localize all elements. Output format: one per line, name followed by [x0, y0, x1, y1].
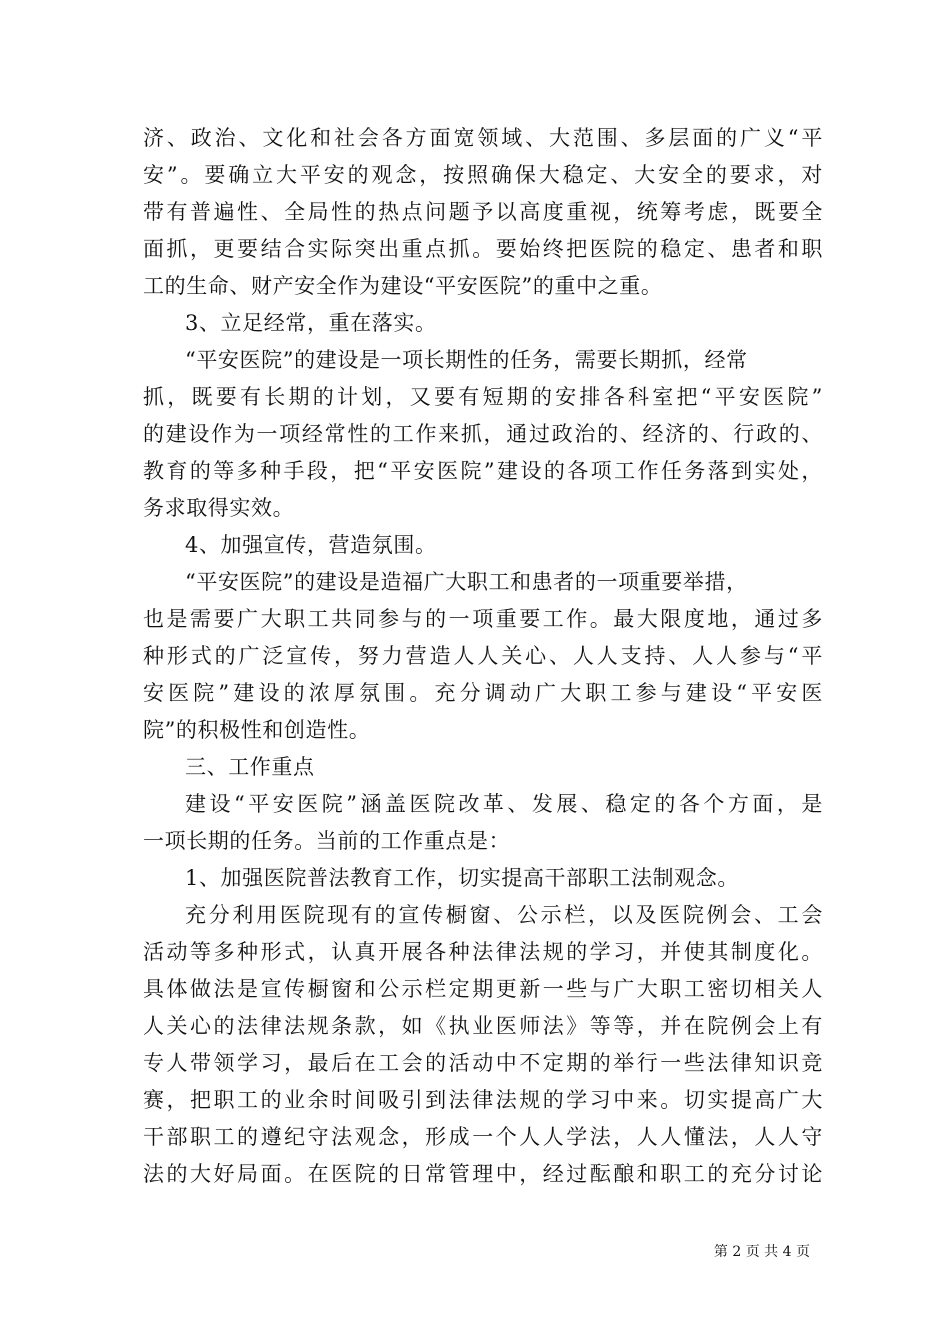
text-line: 活动等多种形式，认真开展各种法律法规的学习，并使其制度化。 [143, 940, 823, 964]
paragraph-first-line: “平安医院”的建设是一项长期性的任务，需要长期抓，经常 [185, 348, 748, 372]
text-line: 务求取得实效。 [143, 496, 295, 520]
text-line: 法的大好局面。在医院的日常管理中，经过酝酿和职工的充分讨论 [143, 1162, 823, 1186]
text-line: 专人带领学习，最后在工会的活动中不定期的举行一些法律知识竞 [143, 1051, 823, 1075]
text-line: 一项长期的任务。当前的工作重点是： [143, 829, 511, 853]
text-line: 干部职工的遵纪守法观念，形成一个人人学法，人人懂法，人人守 [143, 1125, 823, 1149]
text-line: 带有普遍性、全局性的热点问题予以高度重视，统筹考虑，既要全 [143, 200, 823, 224]
text-line: 安医院”建设的浓厚氛围。充分调动广大职工参与建设“平安医 [143, 681, 823, 705]
text-line: 安”。要确立大平安的观念，按照确保大稳定、大安全的要求，对 [143, 163, 823, 187]
text-line: 抓，既要有长期的计划，又要有短期的安排各科室把“平安医院” [143, 385, 823, 409]
section-heading: 3、立足经常，重在落实。 [185, 311, 437, 335]
text-line: 面抓，更要结合实际突出重点抓。要始终把医院的稳定、患者和职 [143, 237, 823, 261]
text-line: 的建设作为一项经常性的工作来抓，通过政治的、经济的、行政的、 [143, 422, 823, 446]
text-line: 也是需要广大职工共同参与的一项重要工作。最大限度地，通过多 [143, 607, 823, 631]
text-line: 教育的等多种手段，把“平安医院”建设的各项工作任务落到实处， [143, 459, 823, 483]
text-line: 济、政治、文化和社会各方面宽领域、大范围、多层面的广义“平 [143, 126, 823, 150]
paragraph-first-line: 建设“平安医院”涵盖医院改革、发展、稳定的各个方面，是 [185, 792, 823, 816]
text-line: 工的生命、财产安全作为建设“平安医院”的重中之重。 [143, 274, 663, 298]
paragraph-first-line: 充分利用医院现有的宣传橱窗、公示栏，以及医院例会、工会 [185, 903, 823, 927]
section-heading: 三、工作重点 [185, 755, 315, 779]
text-line: 赛，把职工的业余时间吸引到法律法规的学习中来。切实提高广大 [143, 1088, 823, 1112]
text-line: 人关心的法律法规条款，如《执业医师法》等等，并在院例会上有 [143, 1014, 823, 1038]
section-heading: 4、加强宣传，营造氛围。 [185, 533, 437, 557]
text-line: 院”的积极性和创造性。 [143, 718, 371, 742]
section-heading: 1、加强医院普法教育工作，切实提高干部职工法制观念。 [185, 866, 739, 890]
page-number-footer: 第 2 页 共 4 页 [713, 1244, 810, 1260]
paragraph-first-line: “平安医院”的建设是造福广大职工和患者的一项重要举措， [185, 570, 748, 594]
text-line: 具体做法是宣传橱窗和公示栏定期更新一些与广大职工密切相关人 [143, 977, 823, 1001]
text-line: 种形式的广泛宣传，努力营造人人关心、人人支持、人人参与“平 [143, 644, 823, 668]
